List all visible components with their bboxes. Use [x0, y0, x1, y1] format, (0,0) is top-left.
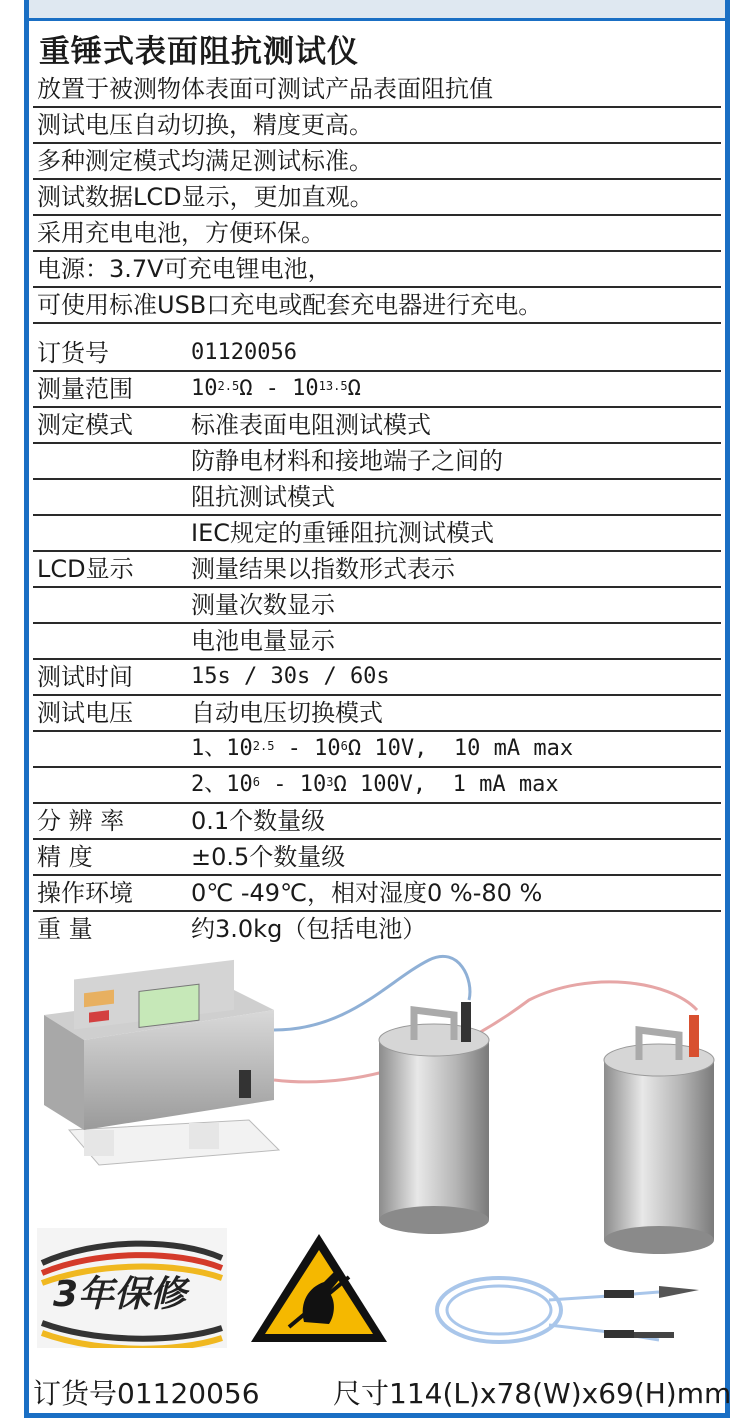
feature-row: 放置于被测物体表面可测试产品表面阻抗值	[33, 72, 721, 108]
warranty-badge: 3年保修	[37, 1228, 227, 1348]
spec-row-resolution: 分 辨 率 0.1个数量级	[33, 804, 721, 840]
esd-warning-icon	[249, 1232, 389, 1344]
spec-row-order: 订货号 01120056	[33, 336, 721, 372]
footer-info	[33, 1372, 732, 1412]
meter-device	[44, 960, 279, 1165]
product-card	[24, 0, 730, 1418]
spec-row-time: 测试时间 15s / 30s / 60s	[33, 660, 721, 696]
spec-row-voltage-1: 1、$10^{2.5} - 10^6\Omega$ 10V, 10 mA max	[33, 732, 721, 768]
footer-order-number: 订货号01120056	[33, 1377, 260, 1410]
feature-row: 可使用标准USB口充电或配套充电器进行充电。	[33, 288, 721, 324]
blue-cable	[274, 956, 470, 1030]
feature-row: 电源：3.7V可充电锂电池，	[33, 252, 721, 288]
spec-row-lcd-3: 电池电量显示	[33, 624, 721, 660]
footer-dimensions: 尺寸114(L)x78(W)x69(H)mm	[333, 1377, 732, 1410]
weight-electrode-2	[604, 1015, 714, 1254]
feature-row: 测试数据LCD显示，更加直观。	[33, 180, 721, 216]
spec-row-lcd-2: 测量次数显示	[33, 588, 721, 624]
product-photo	[29, 940, 725, 1260]
spec-row-weight: 重 量 约3.0kg（包括电池）	[37, 915, 427, 943]
feature-row: 多种测定模式均满足测试标准。	[33, 144, 721, 180]
range-value: $10^{2.5}\Omega - 10^{13.5}\Omega$	[191, 376, 361, 401]
spec-row-mode-4: IEC规定的重锤阻抗测试模式	[33, 516, 721, 552]
spec-row-voltage-2: 2、$10^6 - 10^3\Omega$ 100V, 1 mA max	[33, 768, 721, 804]
spec-row-mode-3: 阻抗测试模式	[33, 480, 721, 516]
feature-row: 测试电压自动切换，精度更高。	[33, 108, 721, 144]
top-strip	[29, 0, 725, 21]
spec-row-lcd: LCD显示 测量结果以指数形式表示	[33, 552, 721, 588]
spec-row-accuracy: 精 度 ±0.5个数量级	[33, 840, 721, 876]
weight-electrode-1	[379, 1002, 489, 1234]
spec-row-mode: 测定模式 标准表面电阻测试模式	[33, 408, 721, 444]
spec-row-voltage: 测试电压 自动电压切换模式	[33, 696, 721, 732]
spec-row-mode-2: 防静电材料和接地端子之间的	[33, 444, 721, 480]
test-cable-accessory	[429, 1270, 719, 1360]
product-title: 重锤式表面阻抗测试仪	[39, 34, 359, 70]
spec-row-range: 测量范围 $10^{2.5}\Omega - 10^{13.5}\Omega$	[33, 372, 721, 408]
feature-row: 采用充电电池，方便环保。	[33, 216, 721, 252]
spec-row-environment: 操作环境 0℃ -49℃，相对湿度0 %-80 %	[33, 876, 721, 912]
